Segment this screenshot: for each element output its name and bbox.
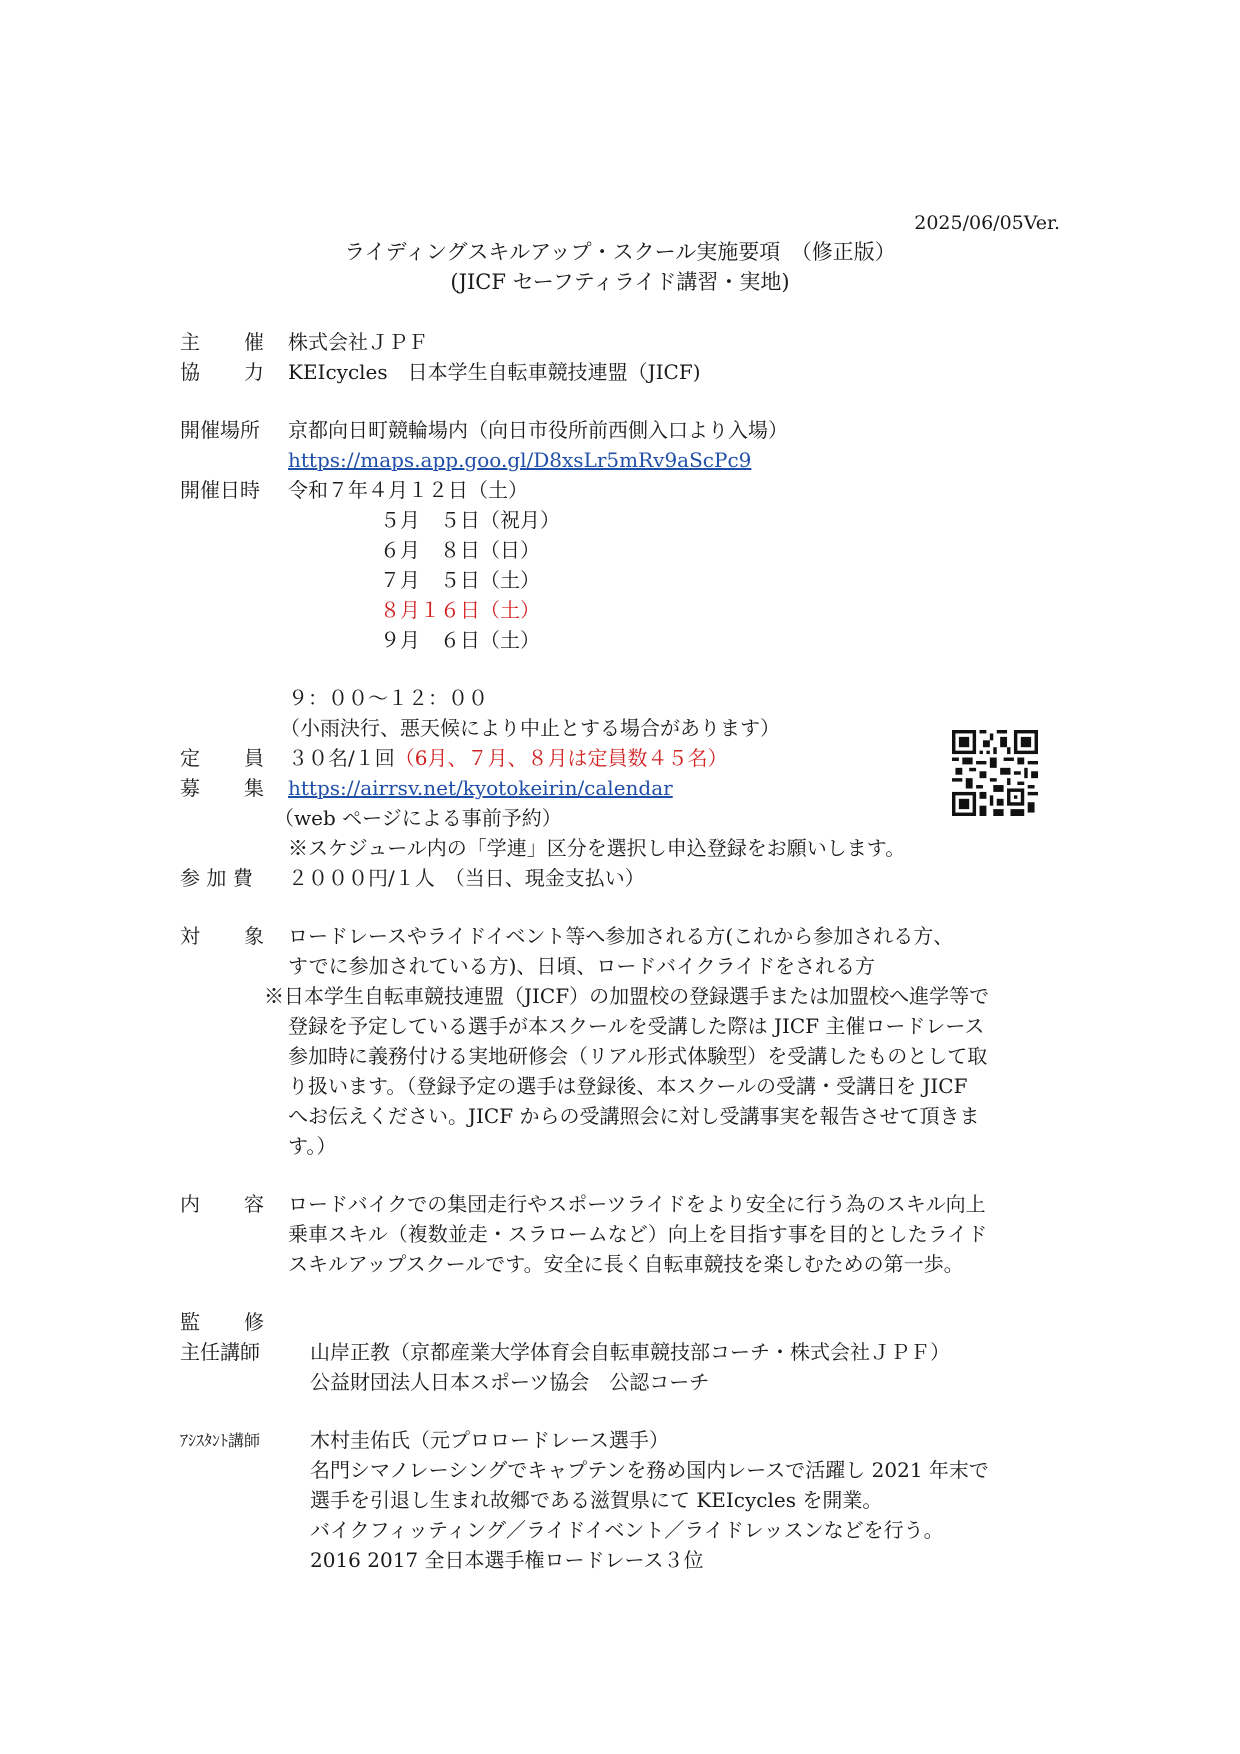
content-line: 乗車スキル（複数並走・スラロームなど）向上を目指す事を目的としたライド bbox=[288, 1222, 988, 1246]
organizer-value: 株式会社ＪＰＦ bbox=[288, 330, 428, 354]
venue-value: 京都向日町競輪場内（向日市役所前西側入口より入場） bbox=[288, 418, 788, 442]
target-line: ロードレースやライドイベント等へ参加される方(これから参加される方、 bbox=[288, 924, 954, 948]
assistant-instructor-label: ｱｼｽﾀﾝﾄ講師 bbox=[180, 1431, 261, 1450]
supervision-label-b: 修 bbox=[244, 1310, 264, 1334]
organizer-label-a: 主 bbox=[180, 330, 200, 354]
date-item-highlighted: ８月１６日（土） bbox=[380, 598, 540, 622]
target-label-a: 対 bbox=[180, 924, 200, 948]
reservation-link[interactable]: https://airrsv.net/kyotokeirin/calendar bbox=[288, 776, 673, 800]
cooperation-label-b: 力 bbox=[244, 360, 264, 384]
reservation-note: （web ページによる事前予約） bbox=[274, 806, 562, 830]
weather-note: （小雨決行、悪天候により中止とする場合があります） bbox=[280, 716, 780, 740]
cooperation-label-a: 協 bbox=[180, 360, 200, 384]
fee-label: 参 加 費 bbox=[180, 866, 253, 890]
target-note-line: ※日本学生自転車競技連盟（JICF）の加盟校の登録選手または加盟校へ進学等で bbox=[264, 984, 990, 1008]
capacity-number: ３０名/１回 bbox=[288, 746, 395, 770]
assistant-instructor-line: 2016 2017 全日本選手権ロードレース３位 bbox=[310, 1548, 704, 1572]
content-line: スキルアップスクールです。安全に長く自転車競技を楽しむための第一歩。 bbox=[288, 1252, 964, 1276]
assistant-instructor-line: 木村圭佑氏（元プロロードレース選手） bbox=[310, 1428, 669, 1452]
dates-label: 開催日時 bbox=[180, 478, 260, 502]
content-label-a: 内 bbox=[180, 1192, 200, 1216]
qr-code-icon bbox=[952, 730, 1038, 816]
date-item: 令和７年４月１２日（土） bbox=[288, 478, 528, 502]
target-line: すでに参加されている方)、日頃、ロードバイクライドをされる方 bbox=[288, 954, 876, 978]
capacity-label-b: 員 bbox=[244, 746, 264, 770]
recruit-label-b: 集 bbox=[244, 776, 264, 800]
document-title: ライディングスキルアップ・スクール実施要項 （修正版） bbox=[344, 240, 896, 264]
capacity-label-a: 定 bbox=[180, 746, 200, 770]
chief-instructor-label: 主任講師 bbox=[180, 1340, 260, 1364]
date-item: ５月 ５日（祝月） bbox=[380, 508, 560, 532]
content-label-b: 容 bbox=[244, 1192, 264, 1216]
fee-value: ２０００円/１人 （当日、現金支払い） bbox=[288, 866, 645, 890]
organizer-label-b: 催 bbox=[244, 330, 264, 354]
target-note-line: 登録を予定している選手が本スクールを受講した際は JICF 主催ロードレース bbox=[288, 1014, 985, 1038]
venue-label: 開催場所 bbox=[180, 418, 260, 442]
assistant-instructor-line: 選手を引退し生まれ故郷である滋賀県にて KEIcycles を開業。 bbox=[310, 1488, 883, 1512]
target-note-line: り扱います。（登録予定の選手は登録後、本スクールの受講・受講日を JICF bbox=[288, 1074, 968, 1098]
chief-instructor-line: 公益財団法人日本スポーツ協会 公認コーチ bbox=[310, 1370, 710, 1394]
target-note-line: す。） bbox=[288, 1134, 337, 1158]
version-label: 2025/06/05Ver. bbox=[914, 212, 1060, 234]
target-label-b: 象 bbox=[244, 924, 264, 948]
content-line: ロードバイクでの集団走行やスポーツライドをより安全に行う為のスキル向上 bbox=[288, 1192, 986, 1216]
chief-instructor-line: 山岸正教（京都産業大学体育会自転車競技部コーチ・株式会社ＪＰＦ） bbox=[310, 1340, 950, 1364]
capacity-value bbox=[288, 743, 727, 773]
cooperation-value: KEIcycles 日本学生自転車競技連盟（JICF) bbox=[288, 360, 701, 384]
registration-instruction: ※スケジュール内の「学連」区分を選択し申込登録をお願いします。 bbox=[288, 836, 906, 860]
date-item: ７月 ５日（土） bbox=[380, 568, 540, 592]
date-item: ６月 ８日（日） bbox=[380, 538, 540, 562]
date-item: ９月 ６日（土） bbox=[380, 628, 540, 652]
document-subtitle: (JICF セーフティライド講習・実地) bbox=[450, 270, 790, 294]
assistant-instructor-line: 名門シマノレーシングでキャプテンを務め国内レースで活躍し 2021 年末で bbox=[310, 1458, 989, 1482]
capacity-note: （6月、７月、８月は定員数４５名） bbox=[394, 746, 728, 770]
target-note-line: 参加時に義務付ける実地研修会（リアル形式体験型）を受講したものとして取 bbox=[288, 1044, 988, 1068]
target-note-line: へお伝えください。JICF からの受講照会に対し受講事実を報告させて頂きま bbox=[288, 1104, 980, 1128]
venue-map-link[interactable]: https://maps.app.goo.gl/D8xsLr5mRv9aScPc9 bbox=[288, 448, 752, 472]
recruit-label-a: 募 bbox=[180, 776, 200, 800]
assistant-instructor-line: バイクフィッティング／ライドイベント／ライドレッスンなどを行う。 bbox=[310, 1518, 944, 1542]
supervision-label-a: 監 bbox=[180, 1310, 200, 1334]
time-range: ９：００～１２：００ bbox=[288, 686, 488, 710]
